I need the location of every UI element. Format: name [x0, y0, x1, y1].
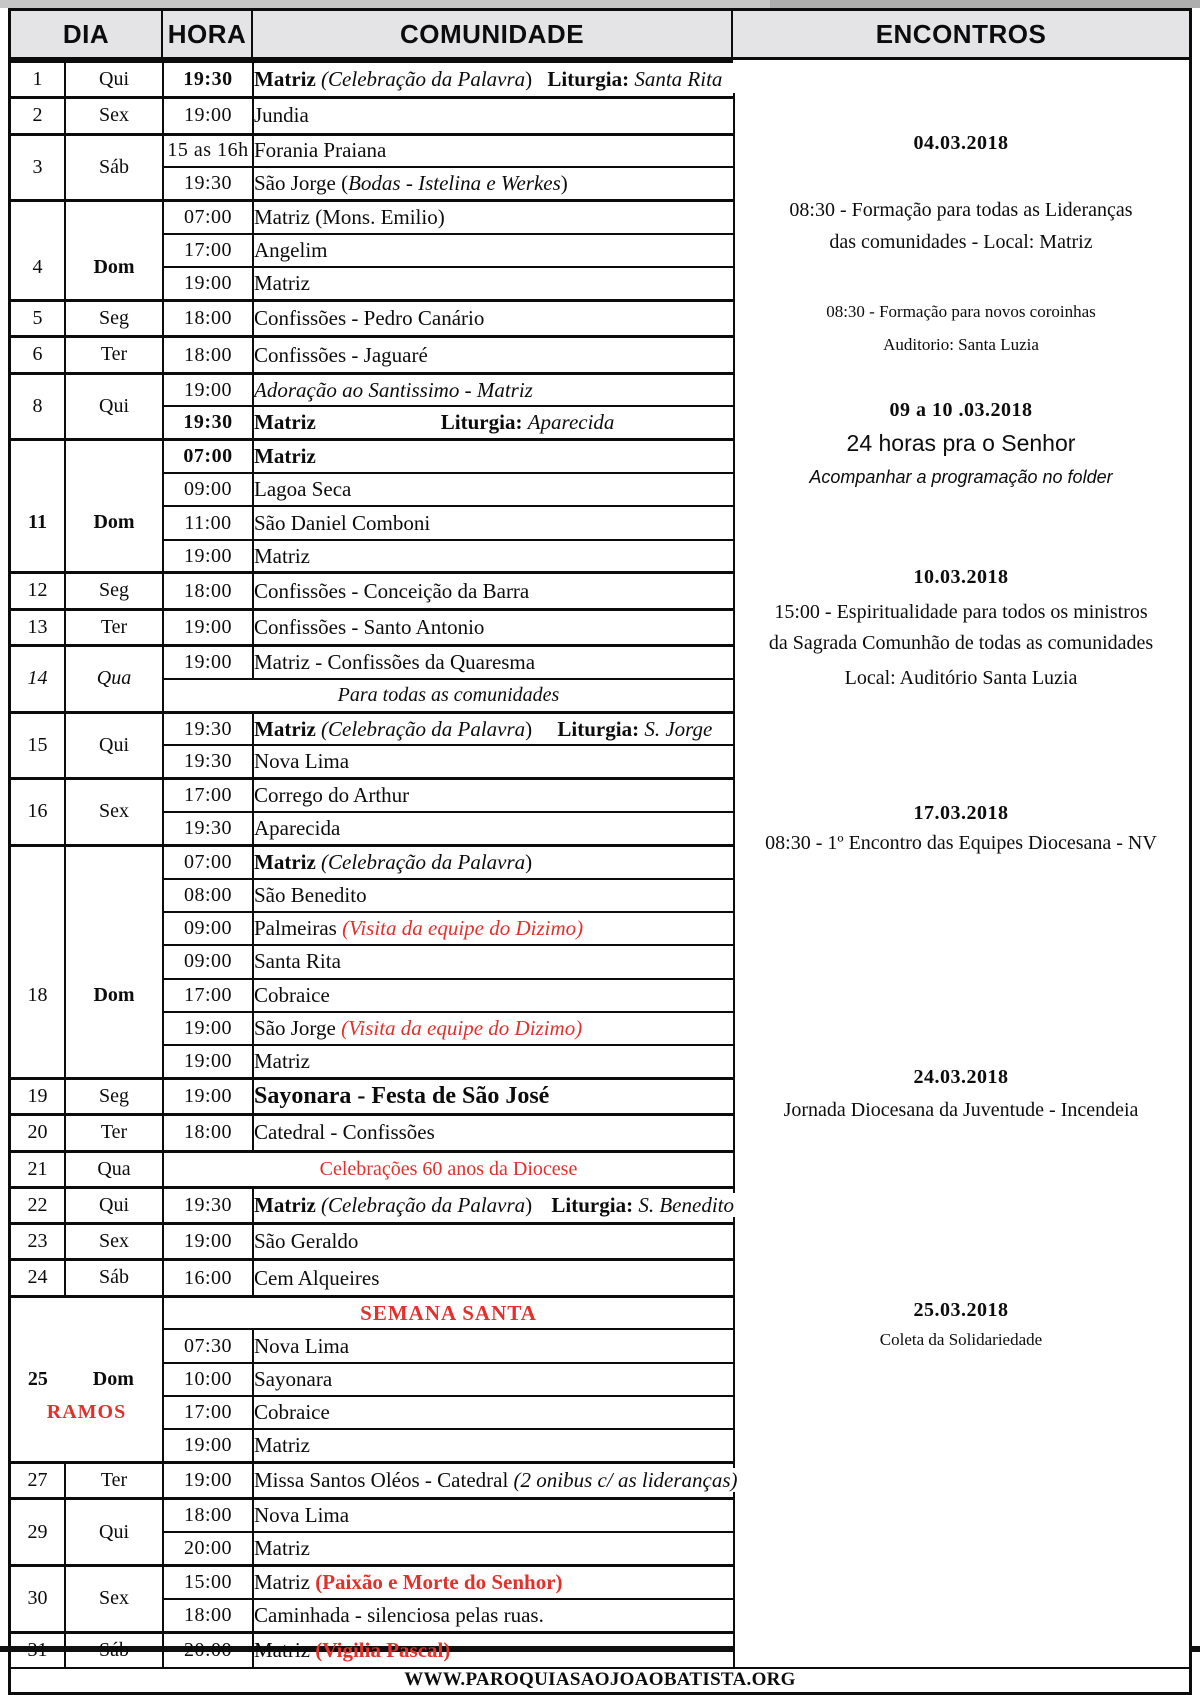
time-cell: 15:00 — [163, 1566, 253, 1599]
day-number-cell: 4 — [11, 201, 65, 301]
schedule-row — [11, 1151, 733, 1187]
day-number-cell: 20 — [11, 1115, 65, 1151]
weekday-cell: Qui — [65, 1499, 163, 1566]
encontros-date: 10.03.2018 — [913, 566, 1009, 588]
community-cell: Confissões - Jaguaré — [253, 337, 733, 373]
weekday-cell: Seg — [65, 1078, 163, 1114]
schedule-table — [11, 60, 738, 1667]
community-cell: Sayonara — [253, 1363, 733, 1396]
day-number-cell: 12 — [11, 573, 65, 609]
encontros-date: 25.03.2018 — [913, 1299, 1009, 1321]
time-cell: 10:00 — [163, 1363, 253, 1396]
community-cell: Confissões - Santo Antonio — [253, 609, 733, 645]
schedule-row — [11, 1632, 733, 1667]
time-cell: 19:00 — [163, 98, 253, 134]
day-number-cell: 29 — [11, 1499, 65, 1566]
schedule-row — [11, 1463, 733, 1499]
time-cell: 17:00 — [163, 779, 253, 812]
weekday-cell: Ter — [65, 609, 163, 645]
encontros-note: 15:00 - Espiritualidade para todos os ministros — [774, 601, 1148, 623]
community-cell: Catedral - Confissões — [253, 1115, 733, 1151]
span-note-cell: Para todas as comunidades — [163, 679, 733, 712]
community-cell: Lagoa Seca — [253, 473, 733, 506]
community-cell: Angelim — [253, 234, 733, 267]
day-number-cell: 21 — [11, 1151, 65, 1187]
page-top-edge-shade — [770, 0, 1200, 8]
day-number-cell: 31 — [11, 1632, 65, 1667]
community-cell: Confissões - Conceição da Barra — [253, 573, 733, 609]
community-cell: Corrego do Arthur — [253, 779, 733, 812]
day-number-cell: 22 — [11, 1187, 65, 1223]
time-cell: 19:00 — [163, 1045, 253, 1078]
day-number-cell: 5 — [11, 301, 65, 337]
encontros-note: das comunidades - Local: Matriz — [829, 231, 1093, 253]
community-cell: Matriz — [253, 540, 733, 573]
weekday-cell: Sex — [65, 1566, 163, 1633]
schedule-row — [11, 301, 733, 337]
time-cell: 19:30 — [163, 812, 253, 845]
time-cell: 19:00 — [163, 609, 253, 645]
encontros-note: Auditorio: Santa Luzia — [883, 335, 1039, 354]
encontros-note: 24 horas pra o Senhor — [846, 430, 1076, 456]
encontros-panel — [733, 60, 1189, 1667]
time-cell: 19:30 — [163, 167, 253, 200]
schedule-document — [8, 8, 1192, 1695]
weekday-cell: Qui — [65, 62, 163, 98]
schedule-row — [11, 646, 733, 679]
weekday-cell: Sáb — [65, 1632, 163, 1667]
community-cell: Confissões - Pedro Canário — [253, 301, 733, 337]
weekday-cell: Ter — [65, 1115, 163, 1151]
time-cell: 19:00 — [163, 1078, 253, 1114]
schedule-row — [11, 373, 733, 406]
schedule-row — [11, 337, 733, 373]
schedule-row — [11, 609, 733, 645]
table-body — [11, 60, 1189, 1667]
time-cell: 19:00 — [163, 373, 253, 406]
header-dia: DIA — [11, 11, 163, 57]
encontros-date: 04.03.2018 — [913, 132, 1009, 154]
table-header-row — [11, 11, 1189, 60]
weekday-cell: Sex — [65, 98, 163, 134]
weekday-cell: Qua — [65, 1151, 163, 1187]
time-cell: 19:30 — [163, 745, 253, 778]
community-cell: Sayonara - Festa de São José — [253, 1078, 733, 1114]
span-note-cell: Celebrações 60 anos da Diocese — [163, 1151, 733, 1187]
time-cell: 09:00 — [163, 912, 253, 945]
community-cell: Matriz (Mons. Emilio) — [253, 201, 733, 234]
time-cell: 19:00 — [163, 1429, 253, 1462]
time-cell: 20:00 — [163, 1632, 253, 1667]
time-cell: 15 as 16h — [163, 134, 253, 167]
time-cell: 19:00 — [163, 1463, 253, 1499]
time-cell: 17:00 — [163, 979, 253, 1012]
community-cell: São Benedito — [253, 879, 733, 912]
time-cell: 19:30 — [163, 62, 253, 98]
day-number-cell: 3 — [11, 134, 65, 201]
day-number-cell: 11 — [11, 440, 65, 573]
time-cell: 07:00 — [163, 845, 253, 878]
community-cell: Matriz — [253, 267, 733, 300]
schedule-row — [11, 1499, 733, 1532]
schedule-row — [11, 1187, 733, 1223]
community-cell: Matriz — [253, 1532, 733, 1565]
day-number-cell: 24 — [11, 1260, 65, 1296]
time-cell: 18:00 — [163, 301, 253, 337]
community-cell: Matriz (Paixão e Morte do Senhor) — [253, 1566, 733, 1599]
time-cell: 19:00 — [163, 1224, 253, 1260]
community-cell: Palmeiras (Visita da equipe do Dizimo) — [253, 912, 733, 945]
day-number-cell: 30 — [11, 1566, 65, 1633]
weekday-cell: Sáb — [65, 1260, 163, 1296]
community-cell: Nova Lima — [253, 745, 733, 778]
community-cell: Matriz (Celebração da Palavra) Liturgia: Santa Rita — [253, 62, 733, 98]
time-cell: 19:30 — [163, 712, 253, 745]
weekday-cell: Qui — [65, 373, 163, 440]
community-cell: Santa Rita — [253, 945, 733, 978]
schedule-row — [11, 779, 733, 812]
header-comunidade: COMUNIDADE — [253, 11, 733, 57]
encontros-note: Acompanhar a programação no folder — [809, 467, 1113, 487]
schedule-row — [11, 440, 733, 473]
encontros-note: 08:30 - Formação para todas as Lideranças — [789, 199, 1133, 221]
weekday-cell: Qua — [65, 646, 163, 713]
schedule-row — [11, 712, 733, 745]
time-cell: 19:00 — [163, 1012, 253, 1045]
time-cell: 19:00 — [163, 267, 253, 300]
time-cell: 18:00 — [163, 1599, 253, 1632]
time-cell: 18:00 — [163, 337, 253, 373]
encontros-date: 09 a 10 .03.2018 — [889, 399, 1033, 421]
community-cell: Matriz (Vigilia Pascal) — [253, 1632, 733, 1667]
community-cell: Forania Praiana — [253, 134, 733, 167]
community-cell: Matriz Liturgia: Aparecida — [253, 406, 733, 439]
community-cell: São Jorge (Bodas - Istelina e Werkes) — [253, 167, 733, 200]
schedule-row — [11, 134, 733, 167]
community-cell: Matriz - Confissões da Quaresma — [253, 646, 733, 679]
time-cell: 18:00 — [163, 1499, 253, 1532]
schedule-row — [11, 1078, 733, 1114]
schedule-row — [11, 845, 733, 878]
weekday-cell: Seg — [65, 301, 163, 337]
day-number-cell: 14 — [11, 646, 65, 713]
day-number-cell: 23 — [11, 1224, 65, 1260]
time-cell: 18:00 — [163, 573, 253, 609]
community-cell: Nova Lima — [253, 1499, 733, 1532]
time-cell: 17:00 — [163, 1396, 253, 1429]
weekday-cell: Qui — [65, 712, 163, 779]
footer-url: WWW.PAROQUIASAOJOAOBATISTA.ORG — [11, 1667, 1189, 1692]
community-cell: Matriz — [253, 1429, 733, 1462]
header-hora: HORA — [163, 11, 253, 57]
encontros-date: 24.03.2018 — [913, 1066, 1009, 1088]
day-number-cell: 18 — [11, 845, 65, 1078]
community-cell: Matriz (Celebração da Palavra) — [253, 845, 733, 878]
time-cell: 19:00 — [163, 646, 253, 679]
community-cell: Nova Lima — [253, 1329, 733, 1362]
community-cell: Matriz — [253, 1045, 733, 1078]
schedule-row — [11, 573, 733, 609]
weekday-cell: Sex — [65, 1224, 163, 1260]
schedule-row — [11, 1260, 733, 1296]
header-encontros: ENCONTROS — [875, 18, 1047, 49]
schedule-row — [11, 62, 733, 98]
schedule-row — [11, 1224, 733, 1260]
community-cell: São Daniel Comboni — [253, 506, 733, 539]
time-cell: 07:30 — [163, 1329, 253, 1362]
encontros-date: 17.03.2018 — [913, 802, 1009, 824]
encontros-note: Coleta da Solidariedade — [879, 1330, 1043, 1349]
schedule-row — [11, 1296, 733, 1329]
day-number-cell: 8 — [11, 373, 65, 440]
time-cell: 19:30 — [163, 1187, 253, 1223]
community-cell: Aparecida — [253, 812, 733, 845]
encontros-note: da Sagrada Comunhão de todas as comunidades — [768, 632, 1154, 654]
day-number-cell: 2 — [11, 98, 65, 134]
time-cell: 19:30 — [163, 406, 253, 439]
day-number-cell: 16 — [11, 779, 65, 846]
ramos-label: RAMOS — [46, 1401, 127, 1424]
time-cell: 19:00 — [163, 540, 253, 573]
weekday-cell: Qui — [65, 1187, 163, 1223]
encontros-note: Jornada Diocesana da Juventude - Incendeia — [783, 1099, 1139, 1121]
time-cell: 07:00 — [163, 201, 253, 234]
weekday-cell: Ter — [65, 1463, 163, 1499]
schedule-row — [11, 1566, 733, 1599]
community-cell: Caminhada - silenciosa pelas ruas. — [253, 1599, 733, 1632]
day-number-label: 25 — [27, 1367, 48, 1390]
span-note-cell: SEMANA SANTA — [163, 1296, 733, 1329]
time-cell: 08:00 — [163, 879, 253, 912]
day-number-cell: 27 — [11, 1463, 65, 1499]
time-cell: 17:00 — [163, 234, 253, 267]
schedule-row — [11, 98, 733, 134]
weekday-cell: Sáb — [65, 134, 163, 201]
time-cell: 16:00 — [163, 1260, 253, 1296]
day-number-cell: 19 — [11, 1078, 65, 1114]
community-cell: Missa Santos Oléos - Catedral (2 onibus c/ as lideranças) — [253, 1463, 733, 1499]
community-cell: Matriz (Celebração da Palavra) Liturgia: S. Benedito — [253, 1187, 733, 1223]
community-cell: Cobraice — [253, 1396, 733, 1429]
community-cell: Jundia — [253, 98, 733, 134]
encontros-note: 08:30 - Formação para novos coroinhas — [826, 302, 1096, 321]
weekday-cell: Dom — [65, 845, 163, 1078]
weekday-cell: Ter — [65, 337, 163, 373]
weekday-cell: Seg — [65, 573, 163, 609]
day-number-cell: 15 — [11, 712, 65, 779]
time-cell: 09:00 — [163, 473, 253, 506]
time-cell: 11:00 — [163, 506, 253, 539]
community-cell: Adoração ao Santissimo - Matriz — [253, 373, 733, 406]
time-cell: 07:00 — [163, 440, 253, 473]
day-number-cell: 6 — [11, 337, 65, 373]
day-number-cell: 1 — [11, 62, 65, 98]
day-number-cell: 13 — [11, 609, 65, 645]
encontros-note: 08:30 - 1º Encontro das Equipes Diocesana - NV — [765, 832, 1157, 854]
weekday-cell: Dom — [65, 440, 163, 573]
encontros-note: Local: Auditório Santa Luzia — [844, 667, 1078, 689]
community-cell: Cobraice — [253, 979, 733, 1012]
community-cell: Matriz — [253, 440, 733, 473]
time-cell: 20:00 — [163, 1532, 253, 1565]
time-cell: 09:00 — [163, 945, 253, 978]
weekday-label: Dom — [92, 1367, 134, 1390]
weekday-cell: Sex — [65, 779, 163, 846]
community-cell: São Jorge (Visita da equipe do Dizimo) — [253, 1012, 733, 1045]
schedule-row — [11, 201, 733, 234]
schedule-row — [11, 1115, 733, 1151]
day-cell — [11, 1296, 163, 1462]
weekday-cell: Dom — [65, 201, 163, 301]
community-cell: Matriz (Celebração da Palavra) Liturgia: S. Jorge — [253, 712, 733, 745]
community-cell: São Geraldo — [253, 1224, 733, 1260]
community-cell: Cem Alqueires — [253, 1260, 733, 1296]
time-cell: 18:00 — [163, 1115, 253, 1151]
